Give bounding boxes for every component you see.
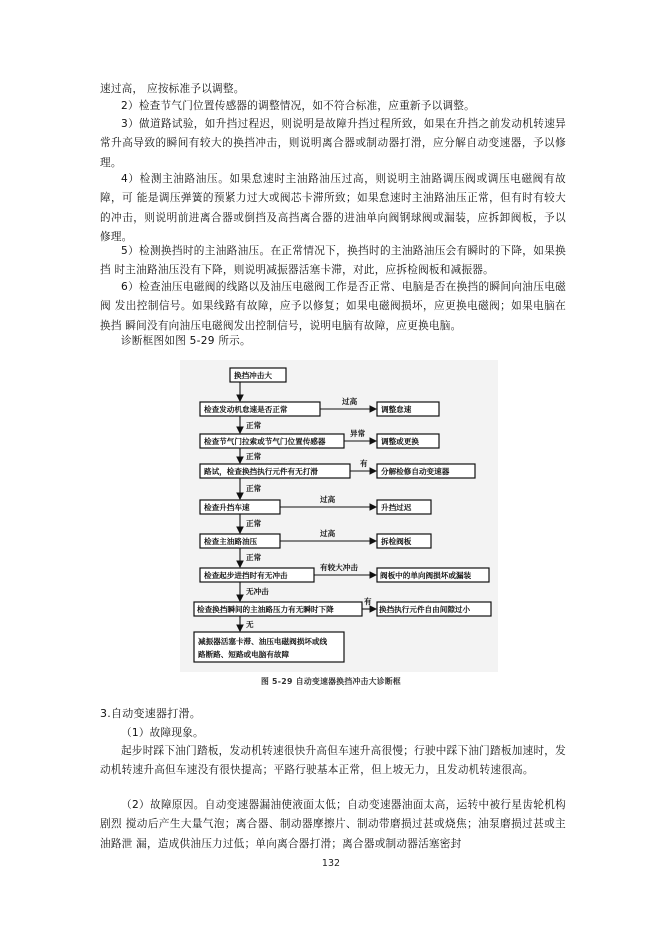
flow-branch-label: 过高	[320, 495, 336, 504]
flow-check-text: 路试，检查换挡执行元件有无打滑	[204, 467, 318, 476]
flow-action-text: 拆检阀板	[381, 537, 412, 546]
paragraph-step-5: 5）检测换挡时的主油路油压。在正常情况下，换挡时的主油路油压会有瞬时的下降，如果换挡 时主油路油压没有下降，则说明减振器活塞卡滞，对此，应拆检阀板和减振器。	[100, 245, 566, 277]
flow-action-text: 阀板中的单向阀损坏或漏装	[380, 571, 472, 580]
flow-end-line-2: 路断路、短路或电脑有故障	[198, 650, 290, 659]
flow-branch-label: 过高	[320, 529, 336, 538]
flow-action-text: 调整怠速	[381, 405, 412, 414]
figure-caption: 图 5-29 自动变速器换挡冲击大诊断框	[260, 677, 402, 686]
flow-action-text: 分解检修自动变速器	[381, 467, 450, 476]
flow-branch-label: 有较大冲击	[320, 563, 358, 572]
flow-check-text: 检查发动机怠速是否正常	[204, 405, 288, 414]
flowchart-figure	[180, 360, 498, 672]
flow-check-text: 检查升挡车速	[204, 503, 250, 512]
flow-next-label: 正常	[246, 519, 262, 528]
subsection-symptom: （1）故障现象。	[121, 727, 204, 739]
flowchart-diagram	[180, 360, 498, 672]
flow-next-label: 正常	[246, 553, 262, 562]
section-heading: 3.自动变速器打滑。	[100, 707, 201, 720]
flow-check-text: 检查主油路油压	[204, 537, 258, 546]
flow-next-label: 无冲击	[246, 587, 269, 596]
flow-action-text: 换挡执行元件自由间隙过小	[379, 605, 471, 614]
flow-next-label: 正常	[246, 452, 262, 461]
flow-action-text: 升挡过迟	[381, 503, 412, 512]
flow-end-line-1: 减振器活塞卡滞、油压电磁阀损坏或线	[198, 637, 328, 646]
flow-branch-label: 异常	[350, 429, 366, 438]
flow-check-text: 检查节气门拉索或节气门位置传感器	[204, 437, 326, 446]
flow-action-text: 调整或更换	[381, 437, 419, 446]
paragraph-step-2: 2）检查节气门位置传感器的调整情况，如不符合标准，应重新予以调整。	[121, 100, 475, 112]
flow-branch-label: 有	[364, 597, 372, 606]
paragraph-cause: （2）故障原因。自动变速器漏油使液面太低；自动变速器油面太高，运转中被行星齿轮机构剧烈 搅动后产生大量气泡；离合器、制动器摩擦片、制动带磨损过甚或烧焦；油泵磨损过甚或主油路泄 漏，造成供油压力过低；单向离合器打滑；离合器或制动器活塞密封	[100, 799, 566, 850]
paragraph-step-6: 6）检查油压电磁阀的线路以及油压电磁阀工作是否正常、电脑是否在换挡的瞬间向油压电磁阀 发出控制信号。如果线路有故障，应予以修复；如果电磁阀损坏，应更换电磁阀；如果电脑在换挡 瞬间没有向油压电磁阀发出控制信号，说明电脑有故障，应更换电脑。	[100, 281, 566, 332]
flow-next-label: 正常	[246, 484, 262, 493]
paragraph-figure-ref: 诊断框图如图 5-29 所示。	[121, 335, 251, 347]
paragraph-step-3: 3）做道路试验，如升挡过程迟，则说明是故障升挡过程所致，如果在升挡之前发动机转速异常升高导致的瞬间有较大的换挡冲击，则说明离合器或制动器打滑，应分解自动变速器，予以修理。	[100, 118, 566, 169]
flow-next-label: 无	[246, 620, 254, 629]
page-number: 132	[321, 858, 341, 869]
flow-branch-label: 过高	[342, 397, 358, 406]
flow-start-text: 换挡冲击大	[234, 371, 272, 380]
flow-branch-label: 有	[360, 459, 368, 468]
flow-check-text: 检查起步进挡时有无冲击	[204, 571, 288, 580]
flow-check-text: 检查换挡瞬间的主油路压力有无瞬时下降	[197, 605, 334, 614]
paragraph-continuation: 速过高， 应按标准予以调整。	[100, 83, 245, 95]
paragraph-step-4: 4）检测主油路油压。如果怠速时主油路油压过高，则说明主油路调压阀或调压电磁阀有故障，可 能是调压弹簧的预紧力过大或阀芯卡滞所致；如果怠速时主油路油压正常，但有时有较大的冲击，则说明前进离合器或倒挡及高挡离合器的进油单向阀钢球阀或漏装，应拆卸阀板，予以修理。	[100, 173, 566, 244]
paragraph-symptom: 起步时踩下油门踏板，发动机转速很快升高但车速升高很慢；行驶中踩下油门踏板加速时，发 动机转速升高但车速没有很快提高；平路行驶基本正常，但上坡无力，且发动机转速很高。	[100, 745, 566, 777]
flow-next-label: 正常	[246, 421, 262, 430]
